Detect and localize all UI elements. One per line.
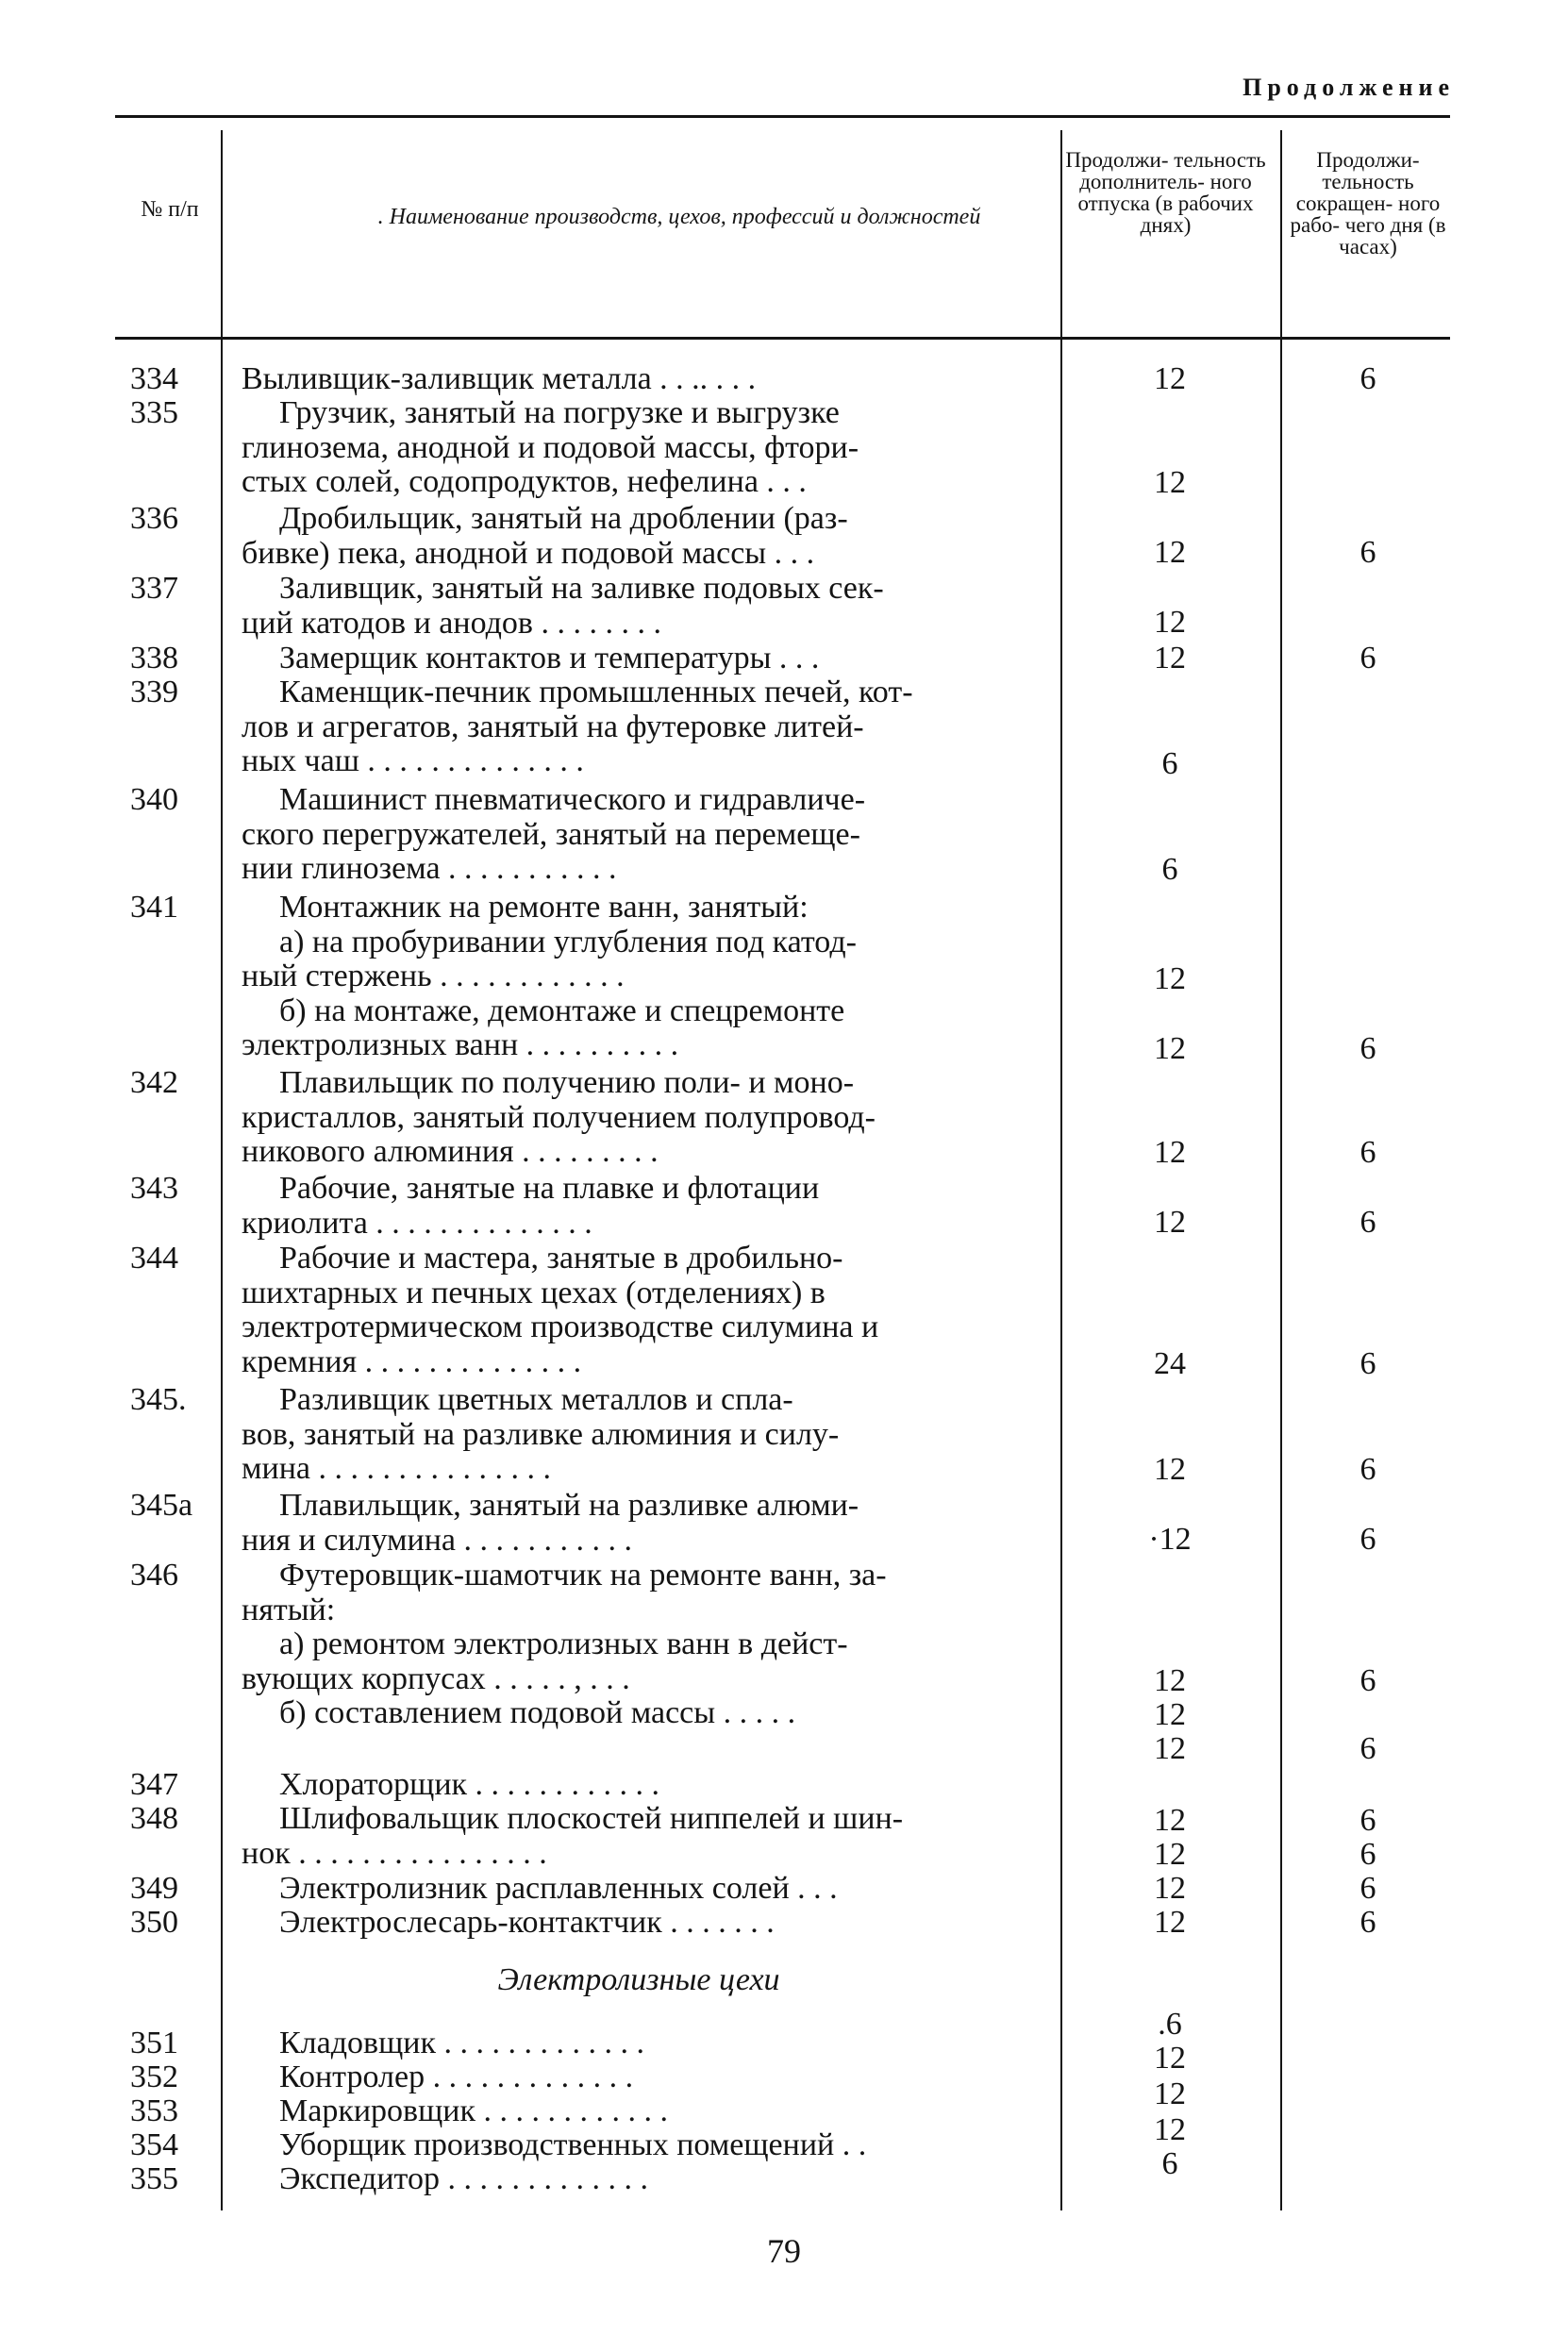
row-vacation: 6 (1161, 852, 1178, 887)
row-vacation: 12 (1154, 1803, 1186, 1838)
row-workday: 6 (1359, 1452, 1376, 1487)
row-workday: 6 (1359, 1663, 1376, 1698)
row-name: Грузчик, занятый на погрузке и выгрузке глинозема, анодной и подовой массы, фтори- стых солей, содопродуктов, нефелина . . . (242, 395, 859, 499)
row-name: Электролизник расплавленных солей . . . (279, 1871, 838, 1906)
row-number: 353 (130, 2093, 178, 2128)
row-number: 346 (130, 1558, 178, 1593)
row-number: 355 (130, 2161, 178, 2196)
row-name: Замерщик контактов и температуры . . . (279, 641, 820, 675)
table-top-rule (115, 115, 1450, 118)
row-name: Контролер . . . . . . . . . . . . . (279, 2060, 634, 2094)
column-divider-1 (221, 130, 223, 2210)
row-vacation: 12 (1154, 1452, 1186, 1487)
row-number: 352 (130, 2060, 178, 2094)
row-number: 342 (130, 1065, 178, 1100)
table-header-rule (115, 337, 1450, 340)
row-workday: 6 (1359, 1135, 1376, 1170)
row-number: 345. (130, 1382, 187, 1417)
row-name: Маркировщик . . . . . . . . . . . . (279, 2093, 668, 2128)
row-name: Электрослесарь-контактчик . . . . . . . (279, 1905, 775, 1940)
row-name: Машинист пневматического и гидравличе- ского перегружателей, занятый на перемеще- нии глинозема . . . . . . . . . . . (242, 782, 866, 886)
row-name: Плавильщик, занятый на разливке алюми- ния и силумина . . . . . . . . . . . (242, 1488, 859, 1558)
row-name: Шлифовальщик плоскостей ниппелей и шин- нок . . . . . . . . . . . . . . . . (242, 1801, 904, 1871)
row-vacation: 12 (1154, 605, 1186, 640)
row-vacation: 6 (1161, 2146, 1178, 2181)
row-vacation: 12 (1154, 361, 1186, 396)
header-name: . Наименование производств, цехов, профессий и должностей (377, 205, 981, 229)
row-name: Монтажник на ремонте ванн, занятый: а) на пробуривании углубления под катод- ный стержень . . . . . . . . . . . . б) на монтаже, демонтаже и спецремонте электролизных ванн . . . . . . . . . . (242, 890, 857, 1062)
row-name: Рабочие и мастера, занятые в дробильно- шихтарных и печных цехах (отделениях) в электротермическом производстве силумина и кремния . . . . . . . . . . . . . . (242, 1241, 879, 1379)
row-workday: 6 (1359, 1205, 1376, 1240)
row-name: Разливщик цветных металлов и спла- вов, занятый на разливке алюминия и силу- мина . . . . . . . . . . . . . . . (242, 1382, 840, 1486)
row-name: Кладовщик . . . . . . . . . . . . . (279, 2026, 644, 2060)
row-number: 338 (130, 641, 178, 675)
row-vacation: 12 (1154, 1837, 1186, 1872)
row-number: 343 (130, 1171, 178, 1206)
row-workday: 6 (1359, 1905, 1376, 1940)
row-number: 339 (130, 675, 178, 709)
row-number: 350 (130, 1905, 178, 1940)
row-name: Каменщик-печник промышленных печей, кот- лов и агрегатов, занятый на футеровке литей- ных чаш . . . . . . . . . . . . . . (242, 675, 913, 778)
row-workday: 6 (1359, 1731, 1376, 1766)
row-name: Заливщик, занятый на заливке подовых сек- ций катодов и анодов . . . . . . . . (242, 571, 884, 641)
column-divider-3 (1280, 130, 1282, 2210)
header-no: № п/п (141, 197, 199, 222)
row-number: 354 (130, 2127, 178, 2162)
row-workday: 6 (1359, 1346, 1376, 1381)
row-name: Дробильщик, занятый на дроблении (раз- бивке) пека, анодной и подовой массы . . . (242, 501, 848, 571)
row-vacation: 12 (1154, 1205, 1186, 1240)
row-number: 345а (130, 1488, 193, 1523)
row-number: 337 (130, 571, 178, 606)
row-vacation: 12 (1154, 641, 1186, 675)
row-vacation: 12 (1154, 2076, 1186, 2111)
row-number: 335 (130, 395, 178, 430)
row-vacation: 12 (1154, 2112, 1186, 2147)
row-name: Выливщик-заливщик металла . . .. . . . (242, 361, 757, 396)
row-vacation: 12 (1154, 535, 1186, 570)
row-name: Уборщик производственных помещений . . (279, 2127, 867, 2162)
continuation-label: Продолжение (1243, 74, 1455, 101)
row-workday: 6 (1359, 535, 1376, 570)
section-title: Электролизные цехи (497, 1962, 780, 1997)
row-workday: 6 (1359, 1871, 1376, 1906)
row-number: 349 (130, 1871, 178, 1906)
row-vacation: 12 (1154, 1905, 1186, 1940)
row-vacation: 12 (1154, 2041, 1186, 2076)
row-number: 336 (130, 501, 178, 536)
row-workday: 6 (1359, 1803, 1376, 1838)
row-vacation: 6 (1161, 746, 1178, 781)
row-vacation: 24 (1154, 1346, 1186, 1381)
row-name: Плавильщик по получению поли- и моно- кристаллов, занятый получением полупровод- никового алюминия . . . . . . . . . (242, 1065, 876, 1169)
row-vacation: 12 (1154, 465, 1186, 500)
header-workday: Продолжи- тельность сокращен- ного рабо- чего дня (в часах) (1290, 148, 1446, 259)
row-name: Рабочие, занятые на плавке и флотации криолита . . . . . . . . . . . . . . (242, 1171, 820, 1241)
row-vacation: 12 (1154, 1871, 1186, 1906)
row-vacation: 12 (1154, 1731, 1186, 1766)
row-number: 340 (130, 782, 178, 817)
row-vacation: .6 (1158, 2007, 1182, 2042)
row-workday: 6 (1359, 361, 1376, 396)
row-workday: 6 (1359, 1031, 1376, 1066)
row-name: Хлораторщик . . . . . . . . . . . . (279, 1767, 660, 1802)
row-vacation: 12 (1154, 1031, 1186, 1066)
row-vacation: ·12 (1148, 1522, 1192, 1557)
row-name: Футеровщик-шамотчик на ремонте ванн, за- нятый: а) ремонтом электролизных ванн в дейст- вующих корпусах . . . . . , . . . б) составлением подовой массы . . . . . (242, 1558, 887, 1730)
header-vacation: Продолжи- тельность дополнитель- ного отпуска (в рабочих днях) (1065, 148, 1266, 237)
row-vacation: 12 (1154, 1697, 1186, 1732)
row-workday: 6 (1359, 641, 1376, 675)
column-divider-2 (1060, 130, 1062, 2210)
row-vacation: 12 (1154, 1135, 1186, 1170)
row-vacation: 12 (1154, 961, 1186, 996)
row-number: 347 (130, 1767, 178, 1802)
row-number: 344 (130, 1241, 178, 1276)
page-number: 79 (767, 2232, 801, 2270)
row-number: 351 (130, 2026, 178, 2060)
row-name: Экспедитор . . . . . . . . . . . . . (279, 2161, 648, 2196)
row-number: 334 (130, 361, 178, 396)
row-number: 348 (130, 1801, 178, 1836)
row-number: 341 (130, 890, 178, 925)
row-vacation: 12 (1154, 1663, 1186, 1698)
row-workday: 6 (1359, 1837, 1376, 1872)
row-workday: 6 (1359, 1522, 1376, 1557)
